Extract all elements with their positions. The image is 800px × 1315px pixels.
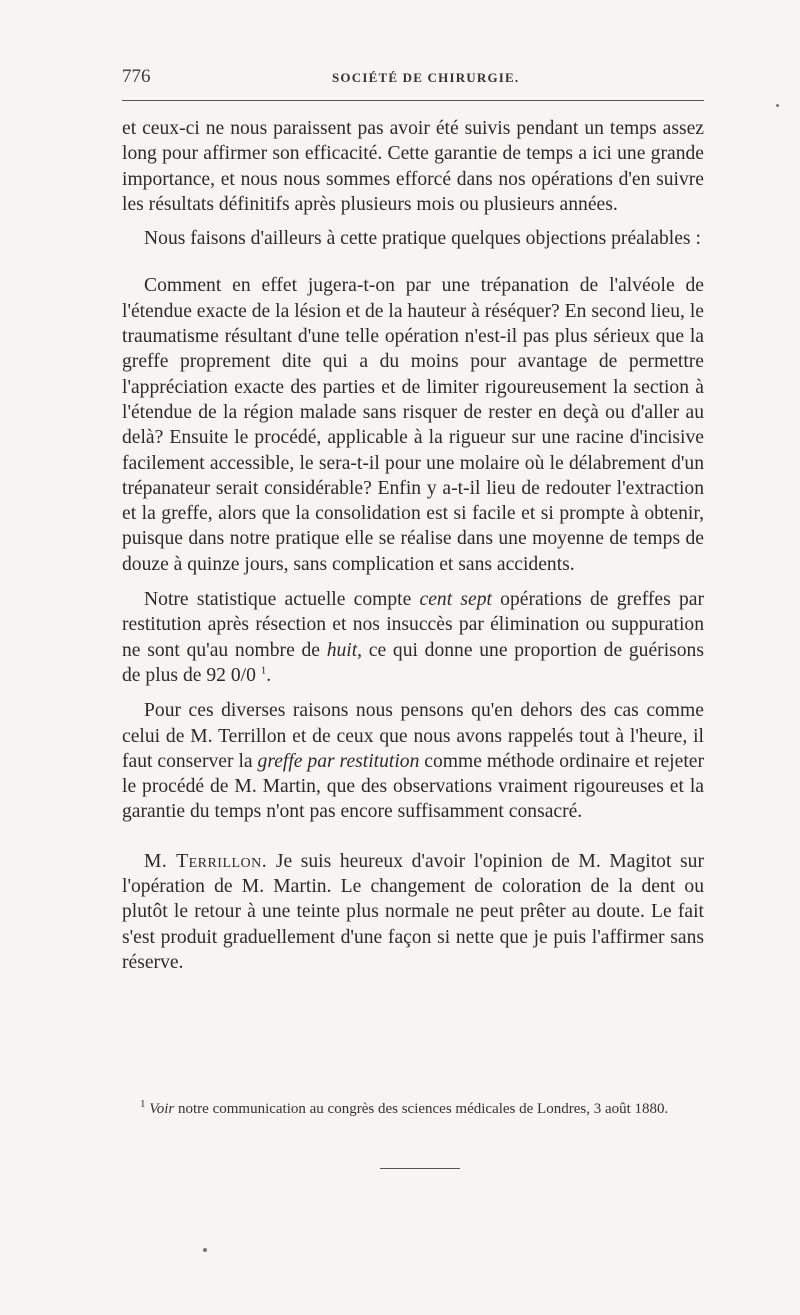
statistics-text-c: ce qui donne une proportion de guérisons de plus de 92 0/0: [122, 639, 704, 686]
header-rule: [122, 100, 704, 101]
footnote-reference: 1: [260, 664, 267, 677]
footnote: [122, 1100, 704, 1119]
page-header: [122, 66, 704, 90]
conclusion-text-b: comme méthode ordinaire et rejeter le procédé de M. Martin, que des observations vraiment rigoureuses et la garantie du temps n'ont pas encore suffisamment consacré.: [122, 750, 704, 823]
paragraph-statistics: [122, 587, 704, 688]
speaker-name: M. Terrillon.: [144, 850, 268, 872]
ink-speck: [203, 1248, 207, 1252]
page-number: 776: [122, 66, 151, 87]
conclusion-emphasis: greffe par restitution: [257, 750, 420, 772]
statistics-text-d: .: [266, 664, 272, 686]
running-title: SOCIÉTÉ DE CHIRURGIE.: [332, 70, 520, 85]
body-text: [122, 116, 704, 975]
paragraph-questions: Comment en effet jugera-t-on par une trépanation de l'alvéole de l'étendue exacte de la lésion et de la hauteur à réséquer? En second lieu, le traumatisme résultant d'une telle opération n'est-il pas plus sérieux que la greffe proprement dite qui a du moins pour avantage de permettre l'appréciation exacte des parties et de limiter rigoureusement la section à l'étendue de la région malade sans risquer de rester en deçà ou d'aller au delà? Ensuite le procédé, applicable à la rigueur sur une racine d'incisive facilement accessible, le sera-t-il pour une molaire où le délabrement d'un trépanateur serait considérable? Enfin y a-t-il lieu de redouter l'extraction et la greffe, alors que la consolidation est si facile et si prompte à obtenir, puisque dans notre pratique elle se réalise dans une moyenne de temps de douze à quinze jours, sans complication et sans accidents.: [122, 275, 704, 575]
terrillon-text: Je suis heureux d'avoir l'opinion de M. Magitot sur l'opération de M. Martin. Le changement de coloration de la dent ou plutôt le retour à une teinte plus normale ne peut prêter au doute. Le fait s'est produit graduellement d'une façon si nette que je puis l'affirmer sans réserve.: [122, 850, 704, 973]
footnote-paragraph: [122, 1100, 704, 1119]
end-rule: [380, 1168, 460, 1169]
statistics-emphasis-count: cent sept: [419, 589, 492, 611]
footnote-emphasis: Voir: [149, 1101, 175, 1117]
statistics-text-a: Notre statistique actuelle compte: [144, 589, 420, 611]
paragraph-conclusion: [122, 698, 704, 824]
footnote-marker: 1: [140, 1098, 146, 1110]
ink-speck: [776, 104, 779, 107]
footnote-text: notre communication au congrès des sciences médicales de Londres, 3 août 1880.: [174, 1101, 669, 1117]
paragraph-continued: et ceux-ci ne nous paraissent pas avoir été suivis pendant un temps assez long pour affirmer son efficacité. Cette garantie de temps a ici une grande importance, et nous nous sommes efforcé dans nos opérations d'en suivre les résultats définitifs après plusieurs mois ou plusieurs années.: [122, 118, 704, 215]
conclusion-text-a: Pour ces diverses raisons nous pensons qu'en dehors des cas comme celui de M. Terrillon et de ceux que nous avons rappelés tout à l'heure, il faut conserver la: [122, 700, 704, 772]
paragraph-objections: Nous faisons d'ailleurs à cette pratique quelques objections préalables :: [144, 228, 701, 250]
paragraph-terrillon: [122, 849, 704, 975]
statistics-text-b: opérations de greffes par restitution après résection et nos insuccès par élimination ou suppuration ne sont qu'au nombre de: [122, 589, 704, 661]
statistics-emphasis-failures: huit,: [326, 639, 363, 661]
